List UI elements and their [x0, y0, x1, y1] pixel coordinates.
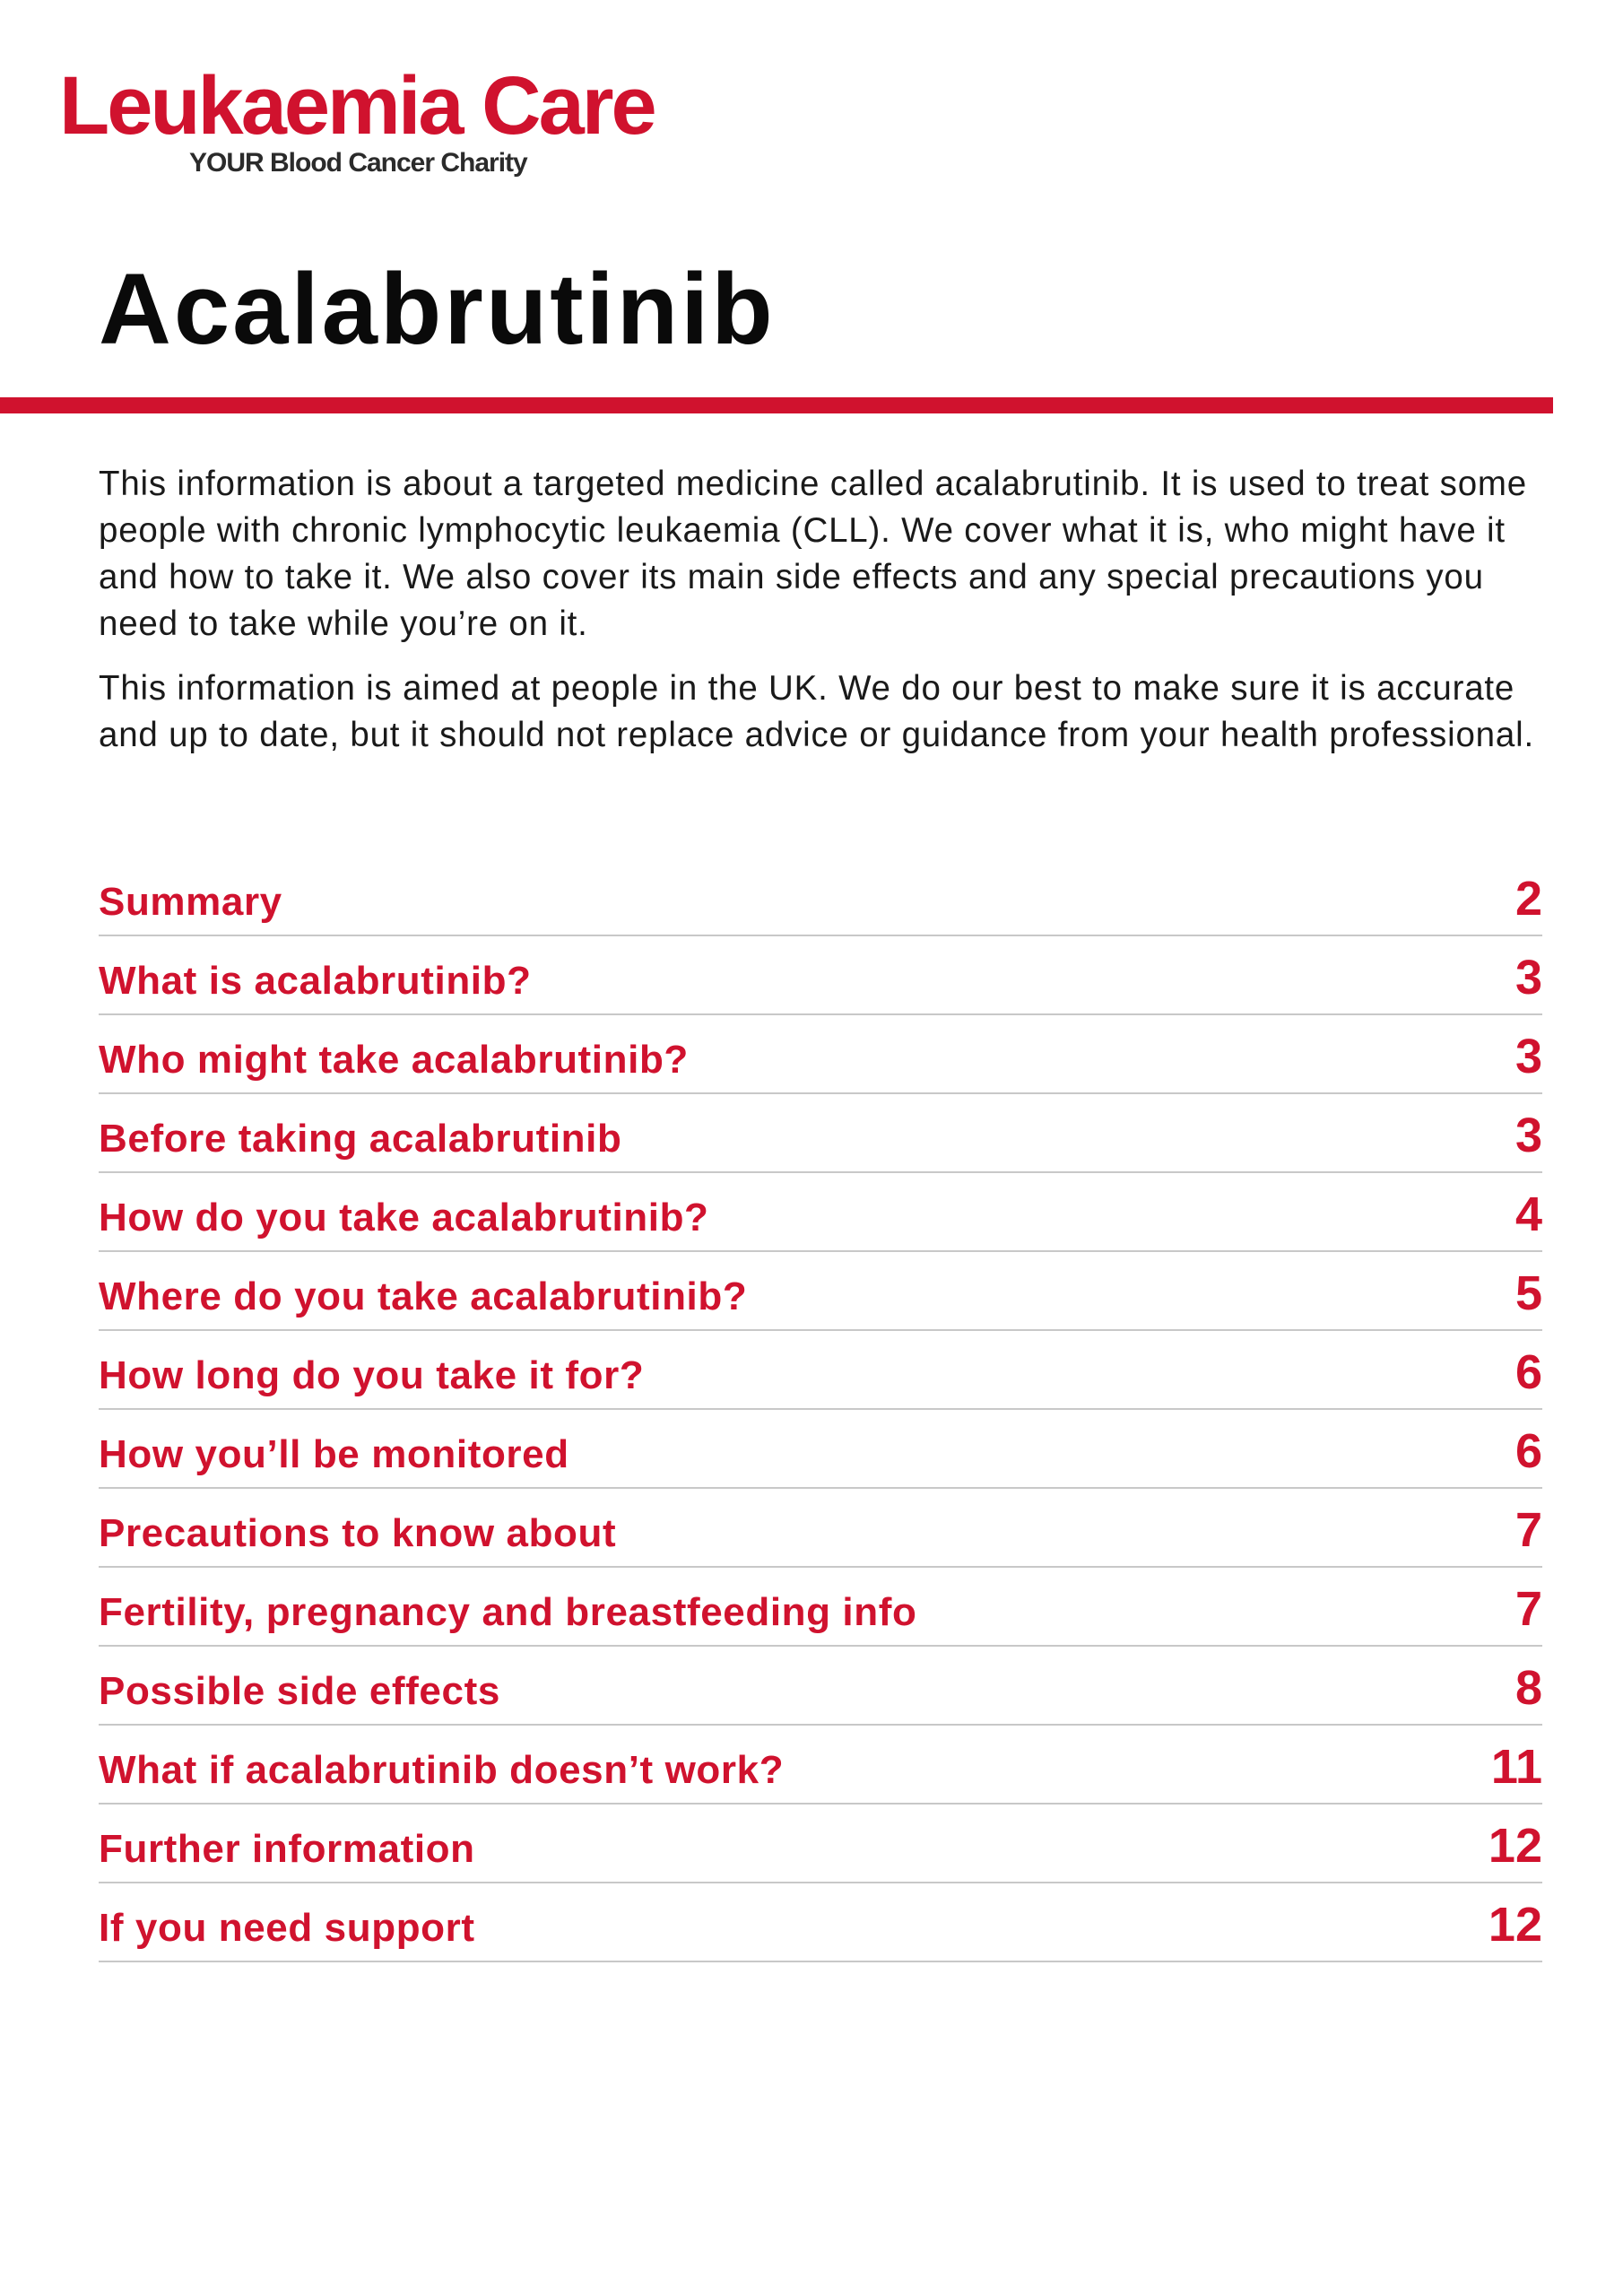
- page-title: Acalabrutinib: [99, 253, 776, 365]
- toc-item-page-number: 3: [1515, 1109, 1542, 1162]
- toc-item-label: Summary: [99, 880, 282, 924]
- toc-item-label: What if acalabrutinib doesn’t work?: [99, 1748, 785, 1792]
- toc-item-label: Possible side effects: [99, 1669, 500, 1713]
- toc-item-how-long[interactable]: [99, 1331, 1542, 1410]
- toc-item-precautions[interactable]: [99, 1489, 1542, 1568]
- toc-item-label: How you’ll be monitored: [99, 1432, 569, 1476]
- toc-item-monitoring[interactable]: [99, 1410, 1542, 1489]
- toc-item-side-effects[interactable]: [99, 1647, 1542, 1726]
- toc-item-page-number: 5: [1515, 1266, 1542, 1320]
- toc-item-label: Fertility, pregnancy and breastfeeding info: [99, 1590, 917, 1634]
- toc-item-page-number: 2: [1515, 872, 1542, 926]
- toc-item-doesnt-work[interactable]: [99, 1726, 1542, 1805]
- toc-item-label: How do you take acalabrutinib?: [99, 1196, 709, 1239]
- logo-tagline: YOUR Blood Cancer Charity: [189, 148, 527, 178]
- toc-item-page-number: 3: [1515, 951, 1542, 1004]
- toc-item-label: Where do you take acalabrutinib?: [99, 1274, 748, 1318]
- toc-item-label: Precautions to know about: [99, 1511, 617, 1555]
- toc-item-label: What is acalabrutinib?: [99, 959, 532, 1003]
- toc-item-label: If you need support: [99, 1906, 475, 1950]
- toc-item-label: Before taking acalabrutinib: [99, 1117, 622, 1161]
- logo-wordmark: Leukaemia Care: [59, 60, 655, 152]
- toc-item-label: Further information: [99, 1827, 475, 1871]
- intro-section: [99, 461, 1551, 777]
- toc-item-page-number: 8: [1515, 1661, 1542, 1715]
- toc-item-page-number: 6: [1515, 1424, 1542, 1478]
- toc-item-page-number: 6: [1515, 1345, 1542, 1399]
- toc-item-label: Who might take acalabrutinib?: [99, 1038, 689, 1082]
- intro-paragraph: This information is about a targeted medicine called acalabrutinib. It is used to treat some people with chronic lymphocytic leukaemia (CLL). We cover what it is, who might have it and how to take it. We also cover its main side effects and any special precautions you need to take while you’re on it.: [99, 465, 1528, 643]
- toc-item-page-number: 7: [1515, 1582, 1542, 1636]
- title-divider: [0, 397, 1553, 413]
- toc-item-support[interactable]: [99, 1883, 1542, 1962]
- leukaemia-care-logo: [59, 61, 687, 179]
- toc-item-before-taking[interactable]: [99, 1094, 1542, 1173]
- toc-item-page-number: 7: [1515, 1503, 1542, 1557]
- toc-item-how-to-take[interactable]: [99, 1173, 1542, 1252]
- toc-item-what-is[interactable]: [99, 936, 1542, 1015]
- intro-paragraph: This information is aimed at people in the UK. We do our best to make sure it is accurate and up to date, but it should not replace advice or guidance from your health professional.: [99, 669, 1534, 754]
- toc-item-page-number: 4: [1515, 1187, 1542, 1241]
- toc-item-who-might-take[interactable]: [99, 1015, 1542, 1094]
- toc-item-page-number: 12: [1488, 1898, 1542, 1952]
- toc-item-fertility[interactable]: [99, 1568, 1542, 1647]
- toc-item-label: How long do you take it for?: [99, 1353, 645, 1397]
- toc-item-further-information[interactable]: [99, 1805, 1542, 1883]
- table-of-contents: [99, 857, 1542, 1962]
- toc-item-where-to-take[interactable]: [99, 1252, 1542, 1331]
- toc-item-page-number: 11: [1490, 1740, 1542, 1794]
- toc-item-page-number: 3: [1515, 1030, 1542, 1083]
- toc-item-summary[interactable]: [99, 857, 1542, 936]
- toc-item-page-number: 12: [1488, 1819, 1542, 1873]
